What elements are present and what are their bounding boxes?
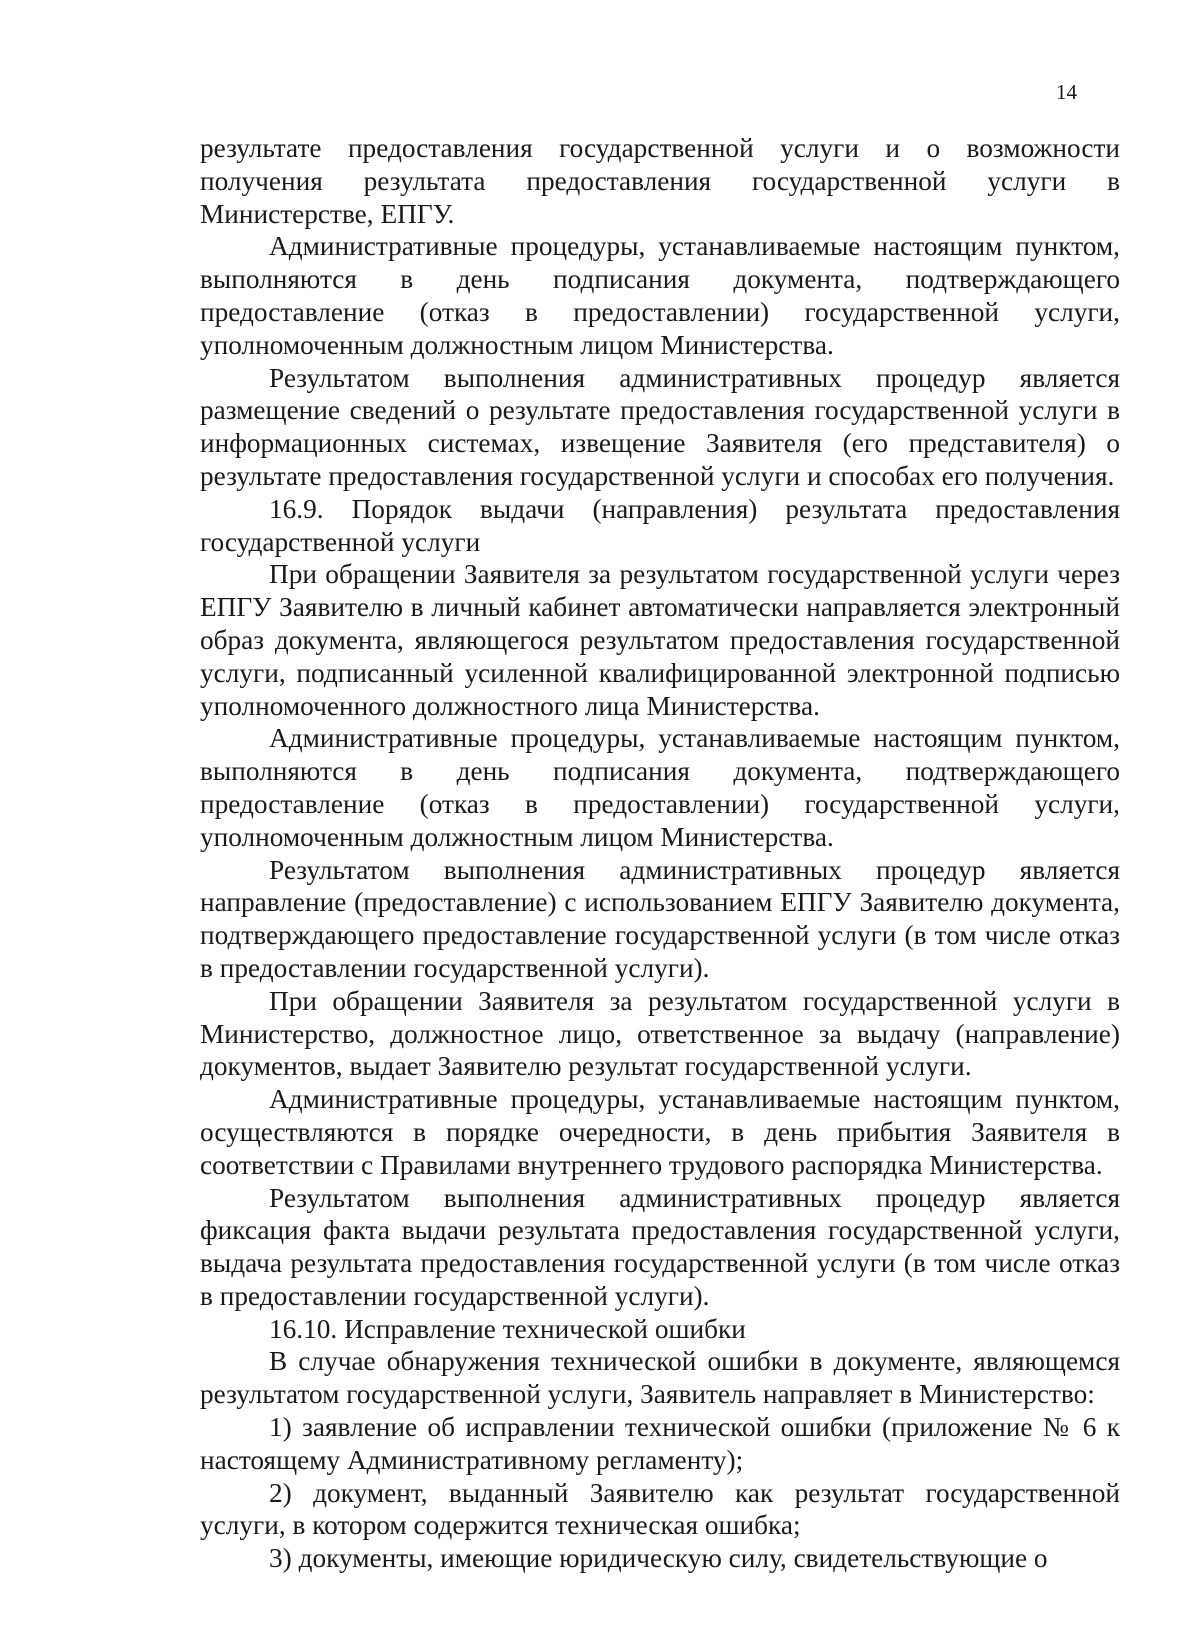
list-item: 1) заявление об исправлении технической ошибки (приложение № 6 к настоящему Административному регламенту); [200, 1412, 1120, 1475]
paragraph: результате предоставления государственной услуги и о возможности получения результата предоставления государственной услуги в Министерстве, ЕПГУ. [200, 133, 1120, 229]
paragraph: Результатом выполнения административных процедур является направление (предоставление) с использованием ЕПГУ Заявителю документа, подтверждающего предоставление государственной услуги (в том числе отказ в предоставлении государственной услуги). [200, 854, 1120, 983]
section-heading-16-9: 16.9. Порядок выдачи (направления) результата предоставления государственной услуги [200, 493, 1120, 557]
list-item: 3) документы, имеющие юридическую силу, свидетельствующие о [269, 1543, 1048, 1574]
paragraph: При обращении Заявителя за результатом государственной услуги в Министерство, должностное лицо, ответственное за выдачу (направление) документов, выдает Заявителю результат государственной услуги. [200, 985, 1120, 1082]
page-number: 14 [1056, 80, 1077, 104]
paragraph: Результатом выполнения административных процедур является фиксация факта выдачи результата предоставления государственной услуги, выдача результата предоставления государственной услуги (в том числе отказ в предоставлении государственной услуги). [200, 1182, 1120, 1311]
paragraph: В случае обнаружения технической ошибки в документе, являющемся результатом государственной услуги, Заявитель направляет в Министерство: [200, 1346, 1120, 1410]
paragraph: Административные процедуры, устанавливаемые настоящим пунктом, выполняются в день подписания документа, подтверждающего предоставление (отказ в предоставлении) государственной услуги, уполномоченным должностным лицом Министерства. [200, 231, 1120, 360]
document-body [200, 132, 1120, 1575]
list-item: 2) документ, выданный Заявителю как результат государственной услуги, в котором содержится техническая ошибка; [200, 1477, 1120, 1541]
paragraph: При обращении Заявителя за результатом государственной услуги через ЕПГУ Заявителю в личный кабинет автоматически направляется электронный образ документа, являющегося результатом предоставления государственной услуги, подписанный усиленной квалифицированной электронной подписью уполномоченного должностного лица Министерства. [200, 559, 1120, 721]
paragraph: Административные процедуры, устанавливаемые настоящим пунктом, выполняются в день подписания документа, подтверждающего предоставление (отказ в предоставлении) государственной услуги, уполномоченным должностным лицом Министерства. [200, 723, 1120, 852]
section-heading-16-10: 16.10. Исправление технической ошибки [269, 1313, 746, 1344]
paragraph: Результатом выполнения административных процедур является размещение сведений о результате предоставления государственной услуги в информационных системах, извещение Заявителя (его представителя) о результате предоставления государственной услуги и способах его получения. [200, 362, 1120, 491]
paragraph: Административные процедуры, устанавливаемые настоящим пунктом, осуществляются в порядке очередности, в день прибытия Заявителя в соответствии с Правилами внутреннего трудового распорядка Министерства. [200, 1084, 1120, 1180]
